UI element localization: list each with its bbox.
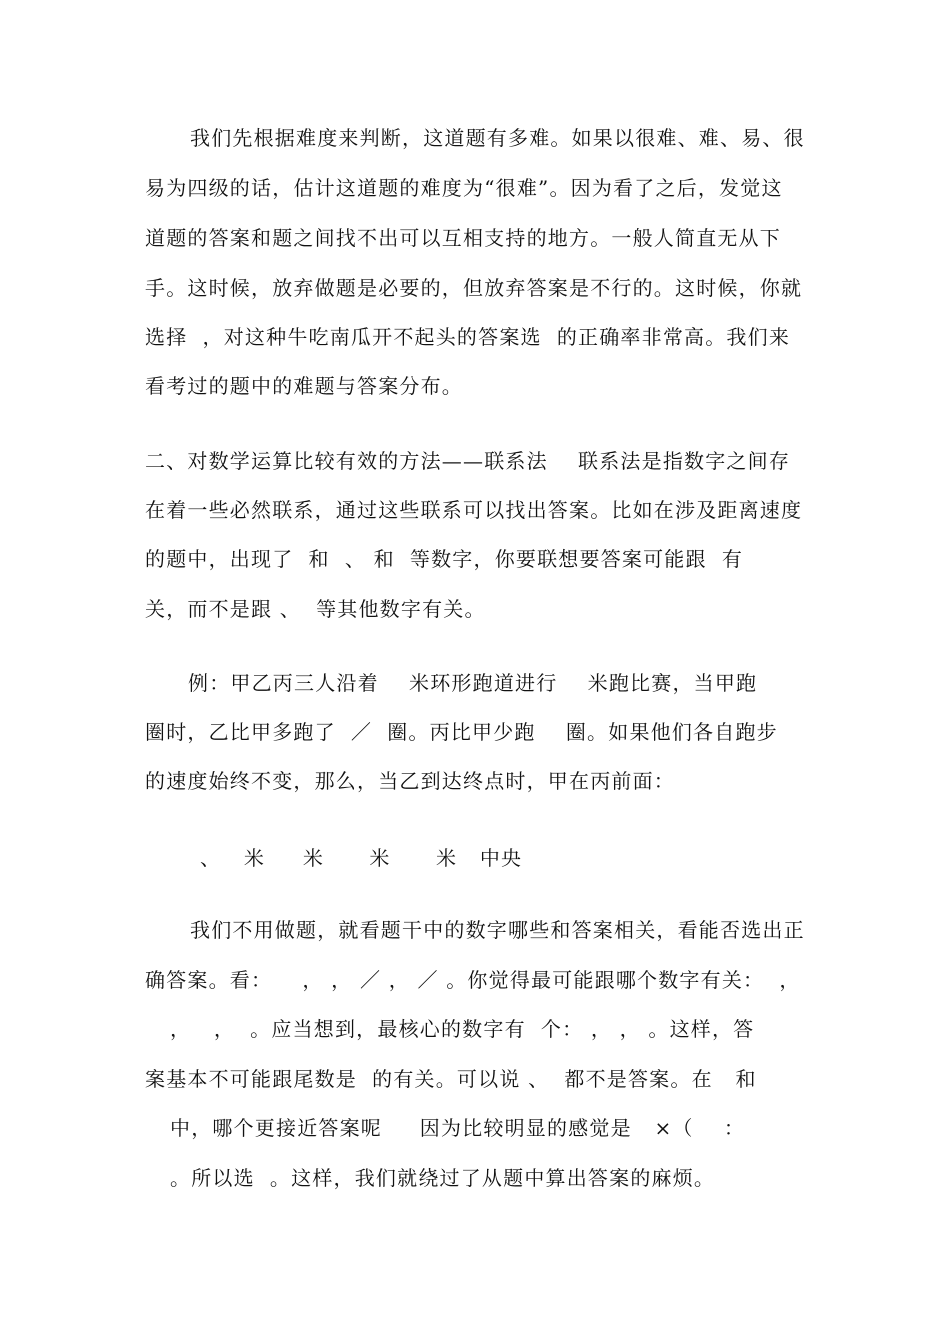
text-line: 圈时，乙比甲多跑了 ／ 圈。丙比甲少跑 圈。如果他们各自跑步 — [145, 720, 778, 744]
text-line: 道题的答案和题之间找不出可以互相支持的地方。一般人简直无从下 — [145, 226, 781, 250]
text-line: 中，哪个更接近答案呢 因为比较明显的感觉是 ×（ ： — [170, 1116, 746, 1140]
text-line: 、 米 米 米 米 中央 — [200, 846, 523, 870]
text-line: 关，而不是跟 、 等其他数字有关。 — [145, 597, 486, 621]
text-line: 的速度始终不变，那么，当乙到达终点时，甲在丙前面： — [145, 769, 675, 793]
text-line: 选择 ，对这种牛吃南瓜开不起头的答案选 的正确率非常高。我们来 — [145, 325, 791, 349]
text-line: 易为四级的话，估计这道题的难度为“很难”。因为看了之后，发觉这 — [145, 176, 783, 200]
text-line: 在着一些必然联系，通过这些联系可以找出答案。比如在涉及距离速度 — [145, 498, 803, 522]
text-line: 确答案。看： ， ， ／ ， ／ 。你觉得最可能跟哪个数字有关： ， — [145, 968, 801, 992]
text-line: 二、对数学运算比较有效的方法——联系法 联系法是指数字之间存 — [145, 449, 791, 473]
text-line: 我们不用做题，就看题干中的数字哪些和答案相关，看能否选出正 — [190, 918, 805, 942]
text-line: 。所以选 。这样，我们就绕过了从题中算出答案的麻烦。 — [170, 1166, 716, 1190]
text-line: 案基本不可能跟尾数是 的有关。可以说 、 都不是答案。在 和 — [145, 1067, 757, 1091]
text-line: 看考过的题中的难题与答案分布。 — [145, 374, 463, 398]
text-line: 手。这时候，放弃做题是必要的，但放弃答案是不行的。这时候，你就 — [145, 276, 803, 300]
text-line: 的题中，出现了 和 、 和 等数字，你要联想要答案可能跟 有 — [145, 547, 744, 571]
text-line: 我们先根据难度来判断，这道题有多难。如果以很难、难、易、很 — [190, 126, 805, 150]
text-line: ， ， 。应当想到，最核心的数字有 个： ， ， 。这样，答 — [170, 1017, 755, 1041]
text-line: 例：甲乙丙三人沿着 米环形跑道进行 米跑比赛，当甲跑 — [188, 671, 758, 695]
